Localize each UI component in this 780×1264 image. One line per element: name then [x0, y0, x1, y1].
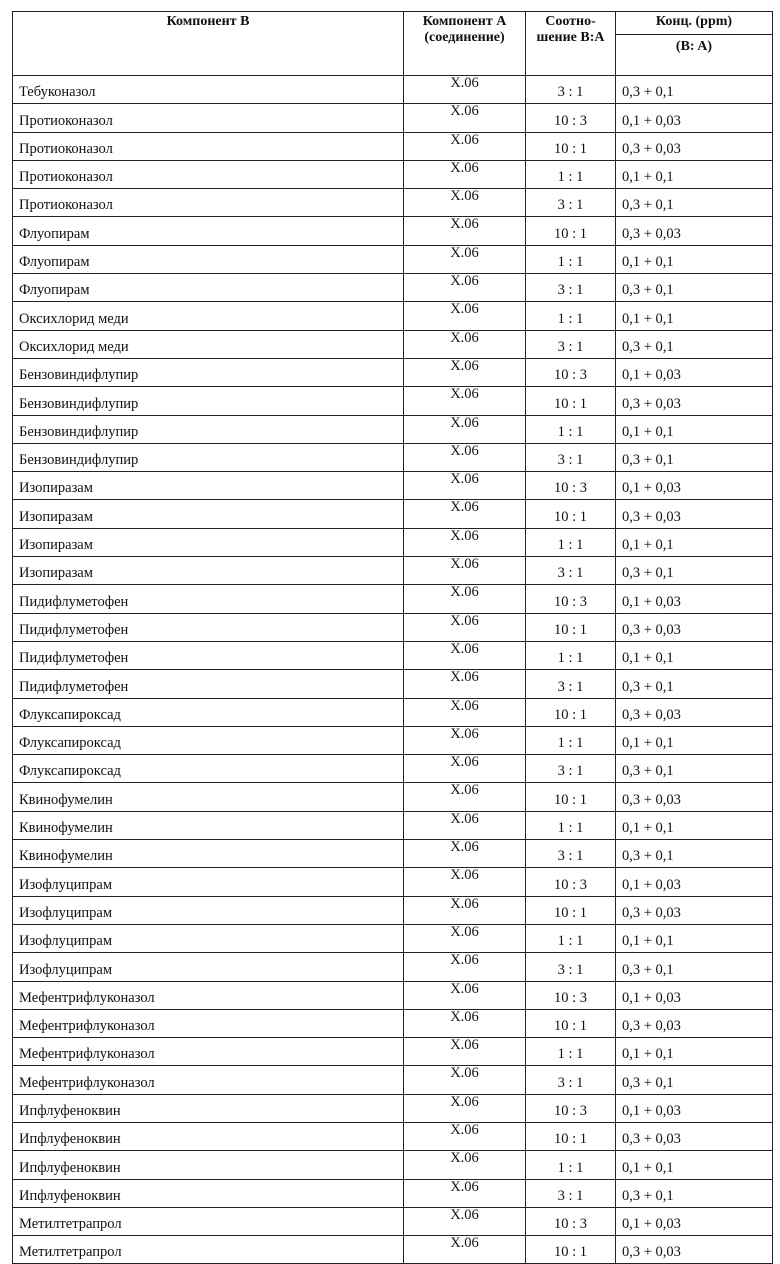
component-a-cell: X.06 — [404, 868, 526, 896]
component-a-cell: X.06 — [404, 245, 526, 273]
table-row — [13, 189, 773, 217]
conc-cell: 0,3 + 0,03 — [616, 698, 773, 726]
component-b-cell: Флуопирам — [13, 217, 404, 245]
header-component-b: Компонент B — [13, 12, 404, 76]
conc-cell: 0,3 + 0,1 — [616, 840, 773, 868]
component-a-cell: X.06 — [404, 472, 526, 500]
table-row — [13, 160, 773, 188]
component-b-cell: Метилтетрапрол — [13, 1236, 404, 1264]
component-a-cell: X.06 — [404, 132, 526, 160]
table-row — [13, 443, 773, 471]
component-b-cell: Квинофумелин — [13, 783, 404, 811]
ratio-cell: 3 : 1 — [526, 755, 616, 783]
conc-cell: 0,1 + 0,03 — [616, 1094, 773, 1122]
table-row — [13, 783, 773, 811]
component-b-cell: Изофлуципрам — [13, 953, 404, 981]
component-b-cell: Мефентрифлуконазол — [13, 1038, 404, 1066]
component-b-cell: Оксихлорид меди — [13, 302, 404, 330]
table-row — [13, 868, 773, 896]
conc-cell: 0,3 + 0,03 — [616, 387, 773, 415]
conc-cell: 0,1 + 0,03 — [616, 104, 773, 132]
component-b-cell: Изопиразам — [13, 557, 404, 585]
ratio-cell: 3 : 1 — [526, 1179, 616, 1207]
component-a-cell: X.06 — [404, 1151, 526, 1179]
component-b-cell: Квинофумелин — [13, 811, 404, 839]
component-a-cell: X.06 — [404, 189, 526, 217]
component-a-cell: X.06 — [404, 641, 526, 669]
component-b-cell: Бензовиндифлупир — [13, 387, 404, 415]
ratio-cell: 1 : 1 — [526, 302, 616, 330]
component-a-cell: X.06 — [404, 1122, 526, 1150]
ratio-cell: 3 : 1 — [526, 189, 616, 217]
component-a-cell: X.06 — [404, 840, 526, 868]
ratio-cell: 1 : 1 — [526, 245, 616, 273]
conc-cell: 0,3 + 0,1 — [616, 76, 773, 104]
component-a-cell: X.06 — [404, 783, 526, 811]
table-row — [13, 387, 773, 415]
component-a-cell: X.06 — [404, 811, 526, 839]
component-b-cell: Флуопирам — [13, 245, 404, 273]
component-a-cell: X.06 — [404, 698, 526, 726]
table-row — [13, 613, 773, 641]
table-row — [13, 755, 773, 783]
ratio-cell: 10 : 1 — [526, 1236, 616, 1264]
component-a-cell: X.06 — [404, 896, 526, 924]
ratio-cell: 10 : 3 — [526, 104, 616, 132]
table-row — [13, 811, 773, 839]
conc-cell: 0,3 + 0,1 — [616, 330, 773, 358]
component-b-cell: Изофлуципрам — [13, 868, 404, 896]
ratio-cell: 10 : 1 — [526, 500, 616, 528]
component-a-cell: X.06 — [404, 160, 526, 188]
table-row — [13, 1009, 773, 1037]
component-b-cell: Мефентрифлуконазол — [13, 1009, 404, 1037]
component-a-cell: X.06 — [404, 330, 526, 358]
component-a-cell: X.06 — [404, 1207, 526, 1235]
component-a-cell: X.06 — [404, 557, 526, 585]
ratio-cell: 10 : 3 — [526, 1094, 616, 1122]
table-row — [13, 726, 773, 754]
conc-cell: 0,3 + 0,03 — [616, 500, 773, 528]
ratio-cell: 1 : 1 — [526, 726, 616, 754]
component-b-cell: Флуксапироксад — [13, 755, 404, 783]
component-a-cell: X.06 — [404, 585, 526, 613]
component-a-cell: X.06 — [404, 443, 526, 471]
conc-cell: 0,3 + 0,03 — [616, 132, 773, 160]
table-row — [13, 1094, 773, 1122]
ratio-cell: 3 : 1 — [526, 76, 616, 104]
ratio-cell: 1 : 1 — [526, 1151, 616, 1179]
conc-cell: 0,3 + 0,03 — [616, 613, 773, 641]
table-row — [13, 924, 773, 952]
component-b-cell: Протиоконазол — [13, 104, 404, 132]
conc-cell: 0,3 + 0,1 — [616, 1179, 773, 1207]
conc-cell: 0,1 + 0,1 — [616, 726, 773, 754]
component-b-cell: Ипфлуфеноквин — [13, 1094, 404, 1122]
table-row — [13, 698, 773, 726]
component-a-cell: X.06 — [404, 924, 526, 952]
ratio-cell: 1 : 1 — [526, 415, 616, 443]
ratio-cell: 3 : 1 — [526, 443, 616, 471]
ratio-cell: 10 : 1 — [526, 387, 616, 415]
component-b-cell: Бензовиндифлупир — [13, 443, 404, 471]
table-row — [13, 1066, 773, 1094]
conc-cell: 0,1 + 0,03 — [616, 472, 773, 500]
header-conc: Конц. (ppm) — [616, 12, 773, 35]
conc-cell: 0,3 + 0,03 — [616, 896, 773, 924]
table-row — [13, 896, 773, 924]
component-b-cell: Изофлуципрам — [13, 924, 404, 952]
conc-cell: 0,3 + 0,1 — [616, 443, 773, 471]
conc-cell: 0,3 + 0,03 — [616, 783, 773, 811]
component-a-cell: X.06 — [404, 415, 526, 443]
table-row — [13, 1207, 773, 1235]
table-row — [13, 472, 773, 500]
conc-cell: 0,1 + 0,03 — [616, 358, 773, 386]
data-table — [12, 11, 773, 1264]
component-b-cell: Флуксапироксад — [13, 698, 404, 726]
component-b-cell: Тебуконазол — [13, 76, 404, 104]
component-a-cell: X.06 — [404, 1038, 526, 1066]
ratio-cell: 3 : 1 — [526, 330, 616, 358]
component-a-cell: X.06 — [404, 1009, 526, 1037]
conc-cell: 0,1 + 0,1 — [616, 528, 773, 556]
component-b-cell: Протиоконазол — [13, 189, 404, 217]
component-b-cell: Пидифлуметофен — [13, 613, 404, 641]
component-a-cell: X.06 — [404, 500, 526, 528]
conc-cell: 0,3 + 0,1 — [616, 274, 773, 302]
table-row — [13, 217, 773, 245]
component-b-cell: Флуксапироксад — [13, 726, 404, 754]
ratio-cell: 10 : 1 — [526, 217, 616, 245]
ratio-cell: 10 : 1 — [526, 1122, 616, 1150]
table-row — [13, 1179, 773, 1207]
conc-cell: 0,1 + 0,1 — [616, 160, 773, 188]
component-b-cell: Пидифлуметофен — [13, 641, 404, 669]
table-row — [13, 245, 773, 273]
component-a-cell: X.06 — [404, 302, 526, 330]
ratio-cell: 10 : 1 — [526, 896, 616, 924]
component-b-cell: Ипфлуфеноквин — [13, 1151, 404, 1179]
ratio-cell: 10 : 1 — [526, 613, 616, 641]
component-b-cell: Бензовиндифлупир — [13, 358, 404, 386]
conc-cell: 0,1 + 0,1 — [616, 1151, 773, 1179]
conc-cell: 0,1 + 0,1 — [616, 302, 773, 330]
table-row — [13, 981, 773, 1009]
conc-cell: 0,1 + 0,03 — [616, 585, 773, 613]
ratio-cell: 10 : 1 — [526, 1009, 616, 1037]
component-a-cell: X.06 — [404, 274, 526, 302]
ratio-cell: 1 : 1 — [526, 1038, 616, 1066]
component-b-cell: Ипфлуфеноквин — [13, 1122, 404, 1150]
component-b-cell: Бензовиндифлупир — [13, 415, 404, 443]
component-a-cell: X.06 — [404, 726, 526, 754]
ratio-cell: 3 : 1 — [526, 670, 616, 698]
conc-cell: 0,3 + 0,1 — [616, 670, 773, 698]
component-a-cell: X.06 — [404, 1066, 526, 1094]
component-b-cell: Оксихлорид меди — [13, 330, 404, 358]
table-row — [13, 1038, 773, 1066]
table-row — [13, 132, 773, 160]
component-b-cell: Пидифлуметофен — [13, 670, 404, 698]
component-b-cell: Флуопирам — [13, 274, 404, 302]
table-row — [13, 641, 773, 669]
ratio-cell: 1 : 1 — [526, 641, 616, 669]
ratio-cell: 10 : 3 — [526, 868, 616, 896]
component-a-cell: X.06 — [404, 755, 526, 783]
conc-cell: 0,3 + 0,1 — [616, 1066, 773, 1094]
table-row — [13, 840, 773, 868]
ratio-cell: 1 : 1 — [526, 160, 616, 188]
component-b-cell: Мефентрифлуконазол — [13, 981, 404, 1009]
ratio-cell: 3 : 1 — [526, 274, 616, 302]
ratio-cell: 10 : 1 — [526, 783, 616, 811]
component-a-cell: X.06 — [404, 358, 526, 386]
table-row — [13, 302, 773, 330]
component-a-cell: X.06 — [404, 981, 526, 1009]
component-b-cell: Пидифлуметофен — [13, 585, 404, 613]
conc-cell: 0,1 + 0,03 — [616, 1207, 773, 1235]
ratio-cell: 1 : 1 — [526, 924, 616, 952]
conc-cell: 0,1 + 0,03 — [616, 981, 773, 1009]
conc-cell: 0,1 + 0,03 — [616, 868, 773, 896]
table-row — [13, 358, 773, 386]
component-a-cell: X.06 — [404, 104, 526, 132]
conc-cell: 0,3 + 0,1 — [616, 755, 773, 783]
table-row — [13, 415, 773, 443]
conc-cell: 0,1 + 0,1 — [616, 1038, 773, 1066]
ratio-cell: 10 : 3 — [526, 358, 616, 386]
table-row — [13, 953, 773, 981]
conc-cell: 0,3 + 0,1 — [616, 953, 773, 981]
component-a-cell: X.06 — [404, 953, 526, 981]
table-row — [13, 274, 773, 302]
ratio-cell: 1 : 1 — [526, 811, 616, 839]
component-b-cell: Изофлуципрам — [13, 896, 404, 924]
component-b-cell: Изопиразам — [13, 528, 404, 556]
component-a-cell: X.06 — [404, 528, 526, 556]
component-a-cell: X.06 — [404, 613, 526, 641]
table-row — [13, 500, 773, 528]
conc-cell: 0,1 + 0,1 — [616, 811, 773, 839]
conc-cell: 0,1 + 0,1 — [616, 924, 773, 952]
component-b-cell: Протиоконазол — [13, 132, 404, 160]
ratio-cell: 10 : 1 — [526, 698, 616, 726]
table-row — [13, 557, 773, 585]
table-row — [13, 528, 773, 556]
table-row — [13, 1236, 773, 1264]
conc-cell: 0,3 + 0,03 — [616, 1236, 773, 1264]
ratio-cell: 1 : 1 — [526, 528, 616, 556]
table-row — [13, 76, 773, 104]
table-row — [13, 670, 773, 698]
conc-cell: 0,3 + 0,1 — [616, 557, 773, 585]
component-b-cell: Мефентрифлуконазол — [13, 1066, 404, 1094]
component-b-cell: Изопиразам — [13, 472, 404, 500]
component-b-cell: Квинофумелин — [13, 840, 404, 868]
component-a-cell: X.06 — [404, 1236, 526, 1264]
component-a-cell: X.06 — [404, 387, 526, 415]
conc-cell: 0,1 + 0,1 — [616, 245, 773, 273]
ratio-cell: 10 : 3 — [526, 981, 616, 1009]
ratio-cell: 3 : 1 — [526, 840, 616, 868]
conc-cell: 0,1 + 0,1 — [616, 415, 773, 443]
ratio-cell: 10 : 3 — [526, 585, 616, 613]
conc-cell: 0,3 + 0,03 — [616, 1122, 773, 1150]
ratio-cell: 3 : 1 — [526, 1066, 616, 1094]
component-b-cell: Изопиразам — [13, 500, 404, 528]
table-row — [13, 330, 773, 358]
header-conc-sub: (B: A) — [616, 35, 773, 76]
ratio-cell: 10 : 1 — [526, 132, 616, 160]
component-b-cell: Ипфлуфеноквин — [13, 1179, 404, 1207]
conc-cell: 0,3 + 0,1 — [616, 189, 773, 217]
component-a-cell: X.06 — [404, 217, 526, 245]
header-component-a: Компонент A (соединение) — [404, 12, 526, 76]
conc-cell: 0,1 + 0,1 — [616, 641, 773, 669]
ratio-cell: 3 : 1 — [526, 953, 616, 981]
ratio-cell: 3 : 1 — [526, 557, 616, 585]
header-ratio: Соотно-шение B:A — [526, 12, 616, 76]
component-a-cell: X.06 — [404, 1179, 526, 1207]
component-b-cell: Метилтетрапрол — [13, 1207, 404, 1235]
ratio-cell: 10 : 3 — [526, 472, 616, 500]
conc-cell: 0,3 + 0,03 — [616, 1009, 773, 1037]
table-row — [13, 585, 773, 613]
conc-cell: 0,3 + 0,03 — [616, 217, 773, 245]
table-row — [13, 104, 773, 132]
component-a-cell: X.06 — [404, 670, 526, 698]
ratio-cell: 10 : 3 — [526, 1207, 616, 1235]
table-row — [13, 1122, 773, 1150]
component-b-cell: Протиоконазол — [13, 160, 404, 188]
table-row — [13, 1151, 773, 1179]
component-a-cell: X.06 — [404, 76, 526, 104]
component-a-cell: X.06 — [404, 1094, 526, 1122]
